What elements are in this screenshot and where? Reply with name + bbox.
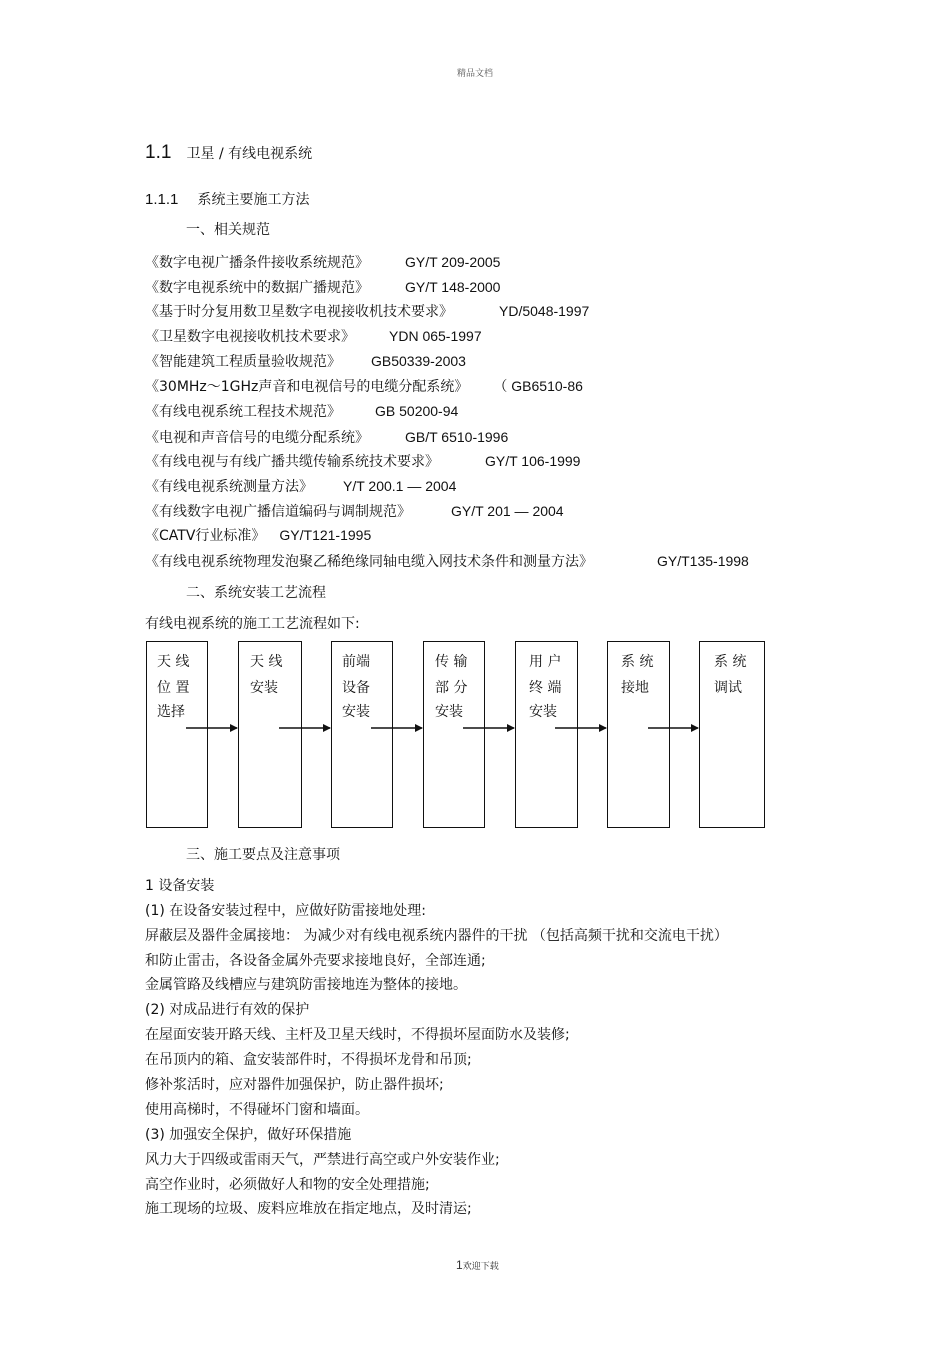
standard-code: GY/T135-1998 bbox=[657, 553, 749, 569]
heading-1-title: 卫星 / 有线电视系统 bbox=[186, 146, 313, 162]
flow-step-text: 安装 bbox=[529, 704, 557, 720]
paragraph: 金属管路及线槽应与建筑防雷接地连为整体的接地。 bbox=[145, 977, 467, 993]
standard-name: 《电视和声音信号的电缆分配系统》 bbox=[145, 430, 369, 446]
section-3-title: 三、施工要点及注意事项 bbox=[186, 847, 340, 863]
section-2-title: 二、系统安装工艺流程 bbox=[186, 585, 326, 601]
paragraph: 风力大于四级或雷雨天气，严禁进行高空或户外安装作业; bbox=[145, 1152, 500, 1168]
standard-code: GB/T 6510-1996 bbox=[405, 429, 509, 445]
paragraph: (2) 对成品进行有效的保护 bbox=[145, 1002, 310, 1018]
flow-step-text: 天 线 bbox=[250, 654, 283, 670]
flow-step-text: 安装 bbox=[342, 704, 370, 720]
paragraph: 屏蔽层及器件金属接地： 为减少对有线电视系统内器件的干扰 （包括高频干扰和交流电干扰） bbox=[145, 928, 728, 944]
paragraph: 和防止雷击，各设备金属外壳要求接地良好，全部连通; bbox=[145, 953, 486, 969]
flow-step-text: 天 线 bbox=[157, 654, 190, 670]
standard-code: （ GB6510-86 bbox=[500, 378, 583, 394]
flow-step-text: 位 置 bbox=[157, 680, 190, 696]
standard-name: 《数字电视系统中的数据广播规范》 bbox=[145, 280, 369, 296]
standard-name: 《有线电视系统工程技术规范》 bbox=[145, 404, 341, 420]
paragraph: 在屋面安装开路天线、主杆及卫星天线时，不得损坏屋面防水及装修; bbox=[145, 1027, 570, 1043]
standard-code: GY/T 106-1999 bbox=[485, 453, 581, 469]
flow-step-text: 传 输 bbox=[435, 654, 468, 670]
flow-step-text: 调试 bbox=[714, 680, 742, 696]
standard-name: 《30MHz～1GHz声音和电视信号的电缆分配系统》 bbox=[145, 379, 469, 395]
standard-name: 《有线电视系统物理发泡聚乙稀绝缘同轴电缆入网技术条件和测量方法》 bbox=[145, 554, 593, 570]
heading-1-number: 1.1 bbox=[145, 142, 172, 163]
flow-step-text: 安装 bbox=[435, 704, 463, 720]
paragraph: 1 设备安装 bbox=[145, 878, 215, 894]
flow-step-text: 用 户 bbox=[529, 654, 562, 670]
standard-code: GB 50200-94 bbox=[375, 403, 459, 419]
flow-step-text: 终 端 bbox=[529, 680, 562, 696]
standard-name: 《有线电视系统测量方法》 bbox=[145, 479, 313, 495]
standard-code: GB50339-2003 bbox=[371, 353, 466, 369]
paragraph: (1) 在设备安装过程中，应做好防雷接地处理: bbox=[145, 903, 426, 919]
flow-step-text: 安装 bbox=[250, 680, 278, 696]
standard-name: 《有线电视与有线广播共缆传输系统技术要求》 bbox=[145, 454, 439, 470]
flow-step-text: 系 统 bbox=[714, 654, 747, 670]
standard-name: 《CATV行业标准》 bbox=[145, 528, 266, 544]
standard-code: GY/T 201 — 2004 bbox=[451, 503, 564, 519]
section-1-title: 一、相关规范 bbox=[186, 222, 270, 238]
heading-2-title: 系统主要施工方法 bbox=[197, 192, 310, 208]
standard-code: YD/5048-1997 bbox=[499, 303, 590, 319]
standard-code: GY/T 148-2000 bbox=[405, 279, 501, 295]
flow-step-text: 系 统 bbox=[621, 654, 654, 670]
standard-name: 《卫星数字电视接收机技术要求》 bbox=[145, 329, 355, 345]
standard-code: GY/T121-1995 bbox=[279, 527, 372, 543]
page-footer bbox=[456, 1258, 499, 1272]
flow-step-text: 部 分 bbox=[435, 680, 468, 696]
paragraph: 使用高梯时，不得碰坏门窗和墙面。 bbox=[145, 1102, 369, 1118]
standard-name: 《数字电视广播条件接收系统规范》 bbox=[145, 255, 369, 271]
page-number: 1 bbox=[456, 1258, 463, 1272]
standard-name: 《基于时分复用数卫星数字电视接收机技术要求》 bbox=[145, 304, 453, 320]
heading-2-number: 1.1.1 bbox=[145, 191, 179, 208]
paragraph: 在吊顶内的箱、盒安装部件时，不得损坏龙骨和吊顶; bbox=[145, 1052, 472, 1068]
flow-step-text: 接地 bbox=[621, 680, 649, 696]
paragraph: (3) 加强安全保护，做好环保措施 bbox=[145, 1127, 352, 1143]
standard-code: Y/T 200.1 — 2004 bbox=[343, 478, 457, 494]
section-2-intro: 有线电视系统的施工工艺流程如下: bbox=[145, 616, 360, 632]
footer-text: 欢迎下载 bbox=[462, 1262, 499, 1272]
flow-step-text: 选择 bbox=[157, 704, 185, 720]
paragraph: 修补浆活时，应对器件加强保护，防止器件损坏; bbox=[145, 1077, 444, 1093]
standard-code: YDN 065-1997 bbox=[389, 328, 482, 344]
standard-name: 《有线数字电视广播信道编码与调制规范》 bbox=[145, 504, 411, 520]
standard-name: 《智能建筑工程质量验收规范》 bbox=[145, 354, 341, 370]
flow-step-text: 前端 bbox=[342, 654, 370, 670]
standard-code: GY/T 209-2005 bbox=[405, 254, 501, 270]
paragraph: 施工现场的垃圾、废料应堆放在指定地点，及时清运; bbox=[145, 1201, 472, 1217]
header-watermark: 精品文档 bbox=[457, 69, 494, 79]
paragraph: 高空作业时，必须做好人和物的安全处理措施; bbox=[145, 1177, 430, 1193]
flow-step-text: 设备 bbox=[342, 680, 370, 696]
